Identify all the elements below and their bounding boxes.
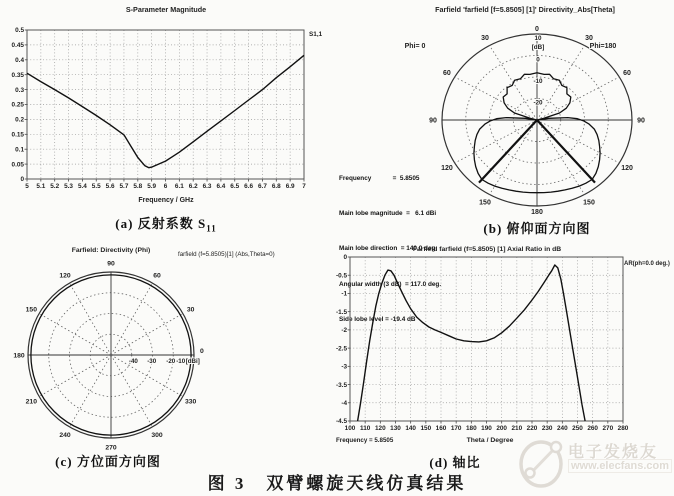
- info-main-lobe-magnitude: Main lobe magnitude = 6.1 dBi: [339, 209, 437, 217]
- svg-text:6.5: 6.5: [230, 183, 240, 190]
- subplot-caption: (b) 俯仰面方向图: [483, 221, 591, 236]
- svg-text:270: 270: [602, 425, 614, 432]
- svg-text:90: 90: [429, 117, 437, 125]
- svg-text:0.45: 0.45: [11, 42, 24, 50]
- svg-text:6: 6: [163, 183, 168, 190]
- svg-text:60: 60: [623, 69, 631, 77]
- svg-text:10: 10: [534, 35, 542, 42]
- svg-text:0.35: 0.35: [11, 71, 24, 79]
- figure-caption: 图 3 双臂螺旋天线仿真结果: [207, 474, 467, 493]
- svg-text:90: 90: [637, 117, 645, 125]
- svg-text:120: 120: [59, 272, 71, 280]
- elecfans-watermark: [516, 430, 674, 494]
- svg-text:5.8: 5.8: [133, 183, 143, 190]
- x-axis-label: Theta / Degree: [466, 437, 514, 444]
- info-angular-width: Angular width (3 dB) = 117.0 deg.: [339, 280, 442, 288]
- svg-text:5.9: 5.9: [147, 183, 157, 190]
- svg-text:0: 0: [200, 348, 204, 355]
- svg-text:230: 230: [541, 425, 553, 432]
- svg-text:60: 60: [443, 69, 451, 77]
- subplot-caption: (d) 轴比: [429, 455, 481, 470]
- svg-text:140: 140: [405, 425, 417, 432]
- svg-text:-20: -20: [166, 358, 176, 365]
- svg-text:Phi=180: Phi=180: [589, 43, 617, 50]
- watermark-site: www.elecfans.com: [568, 459, 672, 473]
- svg-text:190: 190: [481, 425, 492, 432]
- svg-text:-4.5: -4.5: [335, 418, 347, 426]
- svg-text:6.9: 6.9: [285, 183, 295, 190]
- svg-text:6.2: 6.2: [188, 183, 198, 190]
- svg-text:-20: -20: [533, 99, 543, 107]
- svg-text:-10: -10: [176, 358, 186, 365]
- info-frequency: Frequency = 5.8505: [339, 174, 420, 182]
- svg-text:0.3: 0.3: [15, 86, 24, 94]
- svg-text:-2: -2: [341, 327, 347, 335]
- subplot-caption: (c) 方位面方向图: [55, 454, 161, 469]
- x-axis-label: Frequency / GHz: [138, 197, 194, 204]
- svg-text:5.7: 5.7: [119, 183, 129, 190]
- svg-text:0: 0: [20, 176, 24, 184]
- svg-text:0.4: 0.4: [15, 57, 24, 64]
- svg-text:-40: -40: [128, 358, 138, 365]
- svg-text:5.2: 5.2: [50, 183, 60, 190]
- svg-text:6.4: 6.4: [216, 183, 226, 190]
- svg-text:7: 7: [302, 183, 306, 190]
- s11-chart-canvas: [0, 0, 337, 196]
- svg-text:0: 0: [536, 56, 540, 64]
- svg-text:0.05: 0.05: [11, 161, 24, 169]
- subplot-caption: (a) 反射系数 $S_{11}$: [115, 216, 217, 234]
- svg-text:180: 180: [531, 209, 543, 216]
- svg-text:180: 180: [13, 352, 25, 360]
- svg-text:150: 150: [479, 199, 491, 207]
- series-legend: farfield (f=5.8505)[1] (Abs,Theta=0): [178, 251, 275, 258]
- svg-text:6.7: 6.7: [258, 183, 267, 190]
- svg-text:120: 120: [374, 425, 386, 432]
- svg-text:5.4: 5.4: [77, 183, 87, 190]
- svg-text:150: 150: [25, 306, 37, 314]
- svg-text:Phi= 0: Phi= 0: [404, 43, 426, 50]
- svg-text:6.1: 6.1: [174, 183, 184, 190]
- svg-text:5.3: 5.3: [64, 183, 73, 190]
- svg-text:-3.5: -3.5: [335, 381, 347, 389]
- svg-text:130: 130: [390, 425, 401, 432]
- info-main-lobe-direction: Main lobe direction = 140.0 deg.: [339, 245, 438, 253]
- svg-text:210: 210: [25, 398, 37, 406]
- svg-text:270: 270: [105, 444, 117, 452]
- svg-text:[dB]: [dB]: [531, 44, 545, 51]
- svg-text:-10: -10: [533, 78, 543, 85]
- svg-text:5.6: 5.6: [105, 183, 115, 190]
- svg-text:300: 300: [151, 431, 163, 439]
- info-side-lobe-level: Side lobe level = -19.4 dB: [339, 316, 416, 324]
- svg-text:6.3: 6.3: [202, 183, 212, 190]
- svg-text:5: 5: [25, 183, 29, 190]
- svg-text:90: 90: [107, 260, 115, 268]
- svg-text:100: 100: [344, 425, 356, 432]
- svg-text:0: 0: [535, 26, 539, 33]
- svg-text:5.1: 5.1: [36, 183, 46, 190]
- svg-text:160: 160: [435, 425, 447, 432]
- svg-text:120: 120: [621, 164, 633, 172]
- svg-text:0.5: 0.5: [15, 27, 24, 35]
- svg-text:150: 150: [583, 199, 595, 207]
- chart-title: Farfield 'farfield [f=5.8505] [1]' Directivity_Abs[Theta]: [375, 5, 674, 14]
- svg-text:150: 150: [420, 425, 432, 432]
- svg-text:0.2: 0.2: [15, 116, 24, 124]
- svg-text:0.25: 0.25: [11, 101, 24, 109]
- elecfans-logo-icon: [516, 434, 568, 492]
- svg-text:6.8: 6.8: [271, 183, 281, 190]
- frequency-footnote: Frequency = 5.8505: [336, 437, 394, 444]
- svg-text:110: 110: [360, 425, 371, 432]
- svg-text:280: 280: [617, 425, 629, 432]
- subplot-c-azimuth-pattern: [0, 240, 337, 472]
- series-legend: S1,1: [309, 31, 323, 38]
- svg-text:120: 120: [441, 164, 453, 172]
- series-legend: AR(ph=0.0 deg.): [624, 261, 670, 267]
- svg-text:[dBi]: [dBi]: [185, 358, 200, 365]
- svg-text:6.6: 6.6: [244, 183, 254, 190]
- svg-text:5.5: 5.5: [91, 183, 101, 190]
- svg-text:-1: -1: [341, 290, 347, 298]
- svg-text:-1.5: -1.5: [335, 308, 347, 316]
- subplot-a-s-parameter: [0, 0, 337, 240]
- svg-text:30: 30: [481, 35, 489, 43]
- svg-text:240: 240: [556, 425, 568, 432]
- chart-title: Farfield: Directivity (Phi): [30, 247, 192, 254]
- svg-text:30: 30: [585, 35, 593, 43]
- svg-text:200: 200: [496, 425, 508, 432]
- svg-text:220: 220: [526, 425, 538, 432]
- svg-text:-0.5: -0.5: [335, 272, 347, 280]
- svg-text:-2.5: -2.5: [335, 345, 347, 353]
- svg-text:60: 60: [153, 272, 161, 280]
- azimuth-polar-canvas: [0, 240, 337, 472]
- chart-title: Farfield farfield (f=5.8505) [1] Axial Ratio in dB: [412, 246, 562, 253]
- svg-text:330: 330: [185, 398, 197, 406]
- svg-text:260: 260: [587, 425, 599, 432]
- svg-text:0: 0: [343, 254, 347, 262]
- svg-text:170: 170: [450, 425, 462, 432]
- svg-text:250: 250: [572, 425, 583, 432]
- svg-text:0.15: 0.15: [11, 131, 24, 139]
- svg-text:240: 240: [59, 431, 71, 439]
- svg-text:-4: -4: [341, 399, 347, 407]
- svg-text:0.1: 0.1: [15, 146, 24, 154]
- svg-text:210: 210: [511, 425, 523, 432]
- svg-text:30: 30: [186, 306, 195, 314]
- axial-ratio-chart-canvas: [330, 240, 674, 436]
- svg-text:180: 180: [465, 425, 477, 432]
- svg-text:-3: -3: [341, 363, 347, 371]
- watermark-brand: 电子发烧友: [568, 444, 659, 461]
- svg-text:-30: -30: [147, 358, 157, 365]
- chart-title: S-Parameter Magnitude: [125, 5, 207, 14]
